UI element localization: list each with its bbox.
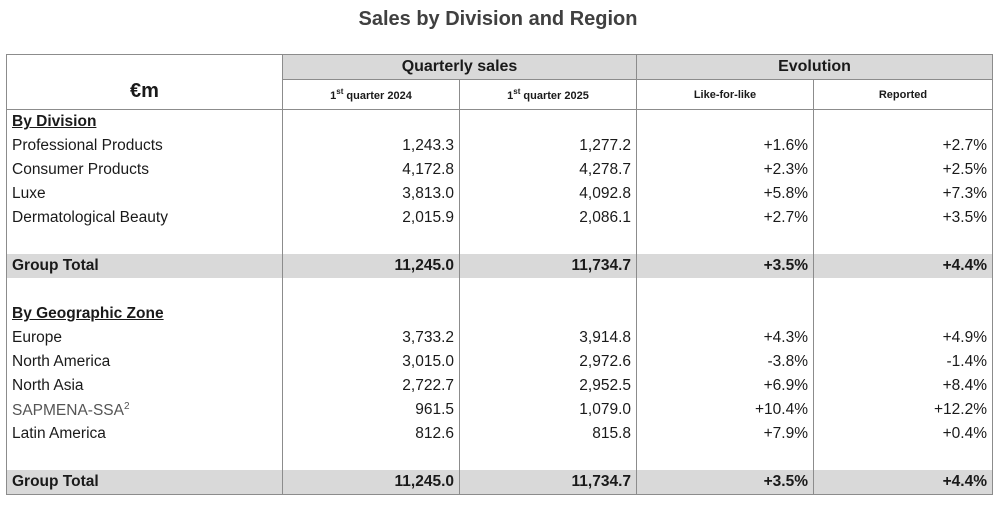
reported-value: +2.5% [814, 158, 993, 182]
q1-2025-value: 1,277.2 [460, 134, 637, 158]
lfl-value: +2.3% [637, 158, 814, 182]
row-label: Consumer Products [7, 158, 283, 182]
q1-2024-value: 1,243.3 [283, 134, 460, 158]
total-q1-2025: 11,734.7 [460, 254, 637, 278]
total-label: Group Total [7, 254, 283, 278]
like-for-like-header: Like-for-like [637, 80, 814, 110]
q1-2024-value: 2,722.7 [283, 374, 460, 398]
table-row [7, 350, 993, 374]
q1-2024-value: 812.6 [283, 422, 460, 446]
evolution-header: Evolution [637, 55, 993, 80]
q1-2025-value: 1,079.0 [460, 398, 637, 422]
sales-table [6, 54, 993, 495]
row-label: Europe [7, 326, 283, 350]
table-row [7, 182, 993, 206]
q1-2025-value: 4,092.8 [460, 182, 637, 206]
total-reported: +4.4% [814, 470, 993, 495]
lfl-value: +2.7% [637, 206, 814, 230]
q1-2025-value: 3,914.8 [460, 326, 637, 350]
q1-2025-value: 2,086.1 [460, 206, 637, 230]
reported-value: +12.2% [814, 398, 993, 422]
footnote-marker: 2 [123, 400, 130, 412]
q1-2024-value: 3,733.2 [283, 326, 460, 350]
lfl-value: +6.9% [637, 374, 814, 398]
row-label: Professional Products [7, 134, 283, 158]
zone-section-heading: By Geographic Zone [7, 302, 283, 326]
lfl-value: +1.6% [637, 134, 814, 158]
table-row [7, 158, 993, 182]
q1-2025-value: 4,278.7 [460, 158, 637, 182]
reported-value: -1.4% [814, 350, 993, 374]
q1-2025-header: 1st quarter 2025 [460, 80, 637, 110]
total-q1-2024: 11,245.0 [283, 254, 460, 278]
table-row [7, 206, 993, 230]
unit-header: €m [7, 80, 283, 110]
division-total-row [7, 254, 993, 278]
table-row [7, 398, 993, 422]
row-label: Latin America [7, 422, 283, 446]
q1-2025-value: 815.8 [460, 422, 637, 446]
total-reported: +4.4% [814, 254, 993, 278]
row-label: Dermatological Beauty [7, 206, 283, 230]
lfl-value: +5.8% [637, 182, 814, 206]
unit-header-top [7, 55, 283, 80]
row-label: SAPMENA-SSA$^2$ [7, 398, 283, 422]
lfl-value: +7.9% [637, 422, 814, 446]
q1-2024-value: 4,172.8 [283, 158, 460, 182]
lfl-value: +4.3% [637, 326, 814, 350]
total-q1-2024: 11,245.0 [283, 470, 460, 495]
table-row [7, 326, 993, 350]
q1-2025-value: 2,972.6 [460, 350, 637, 374]
page-title: Sales by Division and Region [358, 8, 638, 30]
q1-2025-value: 2,952.5 [460, 374, 637, 398]
reported-value: +4.9% [814, 326, 993, 350]
row-label: Luxe [7, 182, 283, 206]
reported-header: Reported [814, 80, 993, 110]
q1-2024-value: 961.5 [283, 398, 460, 422]
total-lfl: +3.5% [637, 254, 814, 278]
total-q1-2025: 11,734.7 [460, 470, 637, 495]
zone-total-row [7, 470, 993, 495]
table-row [7, 134, 993, 158]
q1-2024-header: 1st quarter 2024 [283, 80, 460, 110]
lfl-value: -3.8% [637, 350, 814, 374]
table-row [7, 374, 993, 398]
q1-2024-value: 3,813.0 [283, 182, 460, 206]
total-label: Group Total [7, 470, 283, 495]
reported-value: +8.4% [814, 374, 993, 398]
row-label: North Asia [7, 374, 283, 398]
total-lfl: +3.5% [637, 470, 814, 495]
row-label: North America [7, 350, 283, 374]
division-section-heading: By Division [7, 110, 283, 135]
table-row [7, 422, 993, 446]
reported-value: +3.5% [814, 206, 993, 230]
q1-2024-value: 2,015.9 [283, 206, 460, 230]
q1-2024-value: 3,015.0 [283, 350, 460, 374]
reported-value: +2.7% [814, 134, 993, 158]
reported-value: +7.3% [814, 182, 993, 206]
lfl-value: +10.4% [637, 398, 814, 422]
reported-value: +0.4% [814, 422, 993, 446]
quarterly-sales-header: Quarterly sales [283, 55, 637, 80]
